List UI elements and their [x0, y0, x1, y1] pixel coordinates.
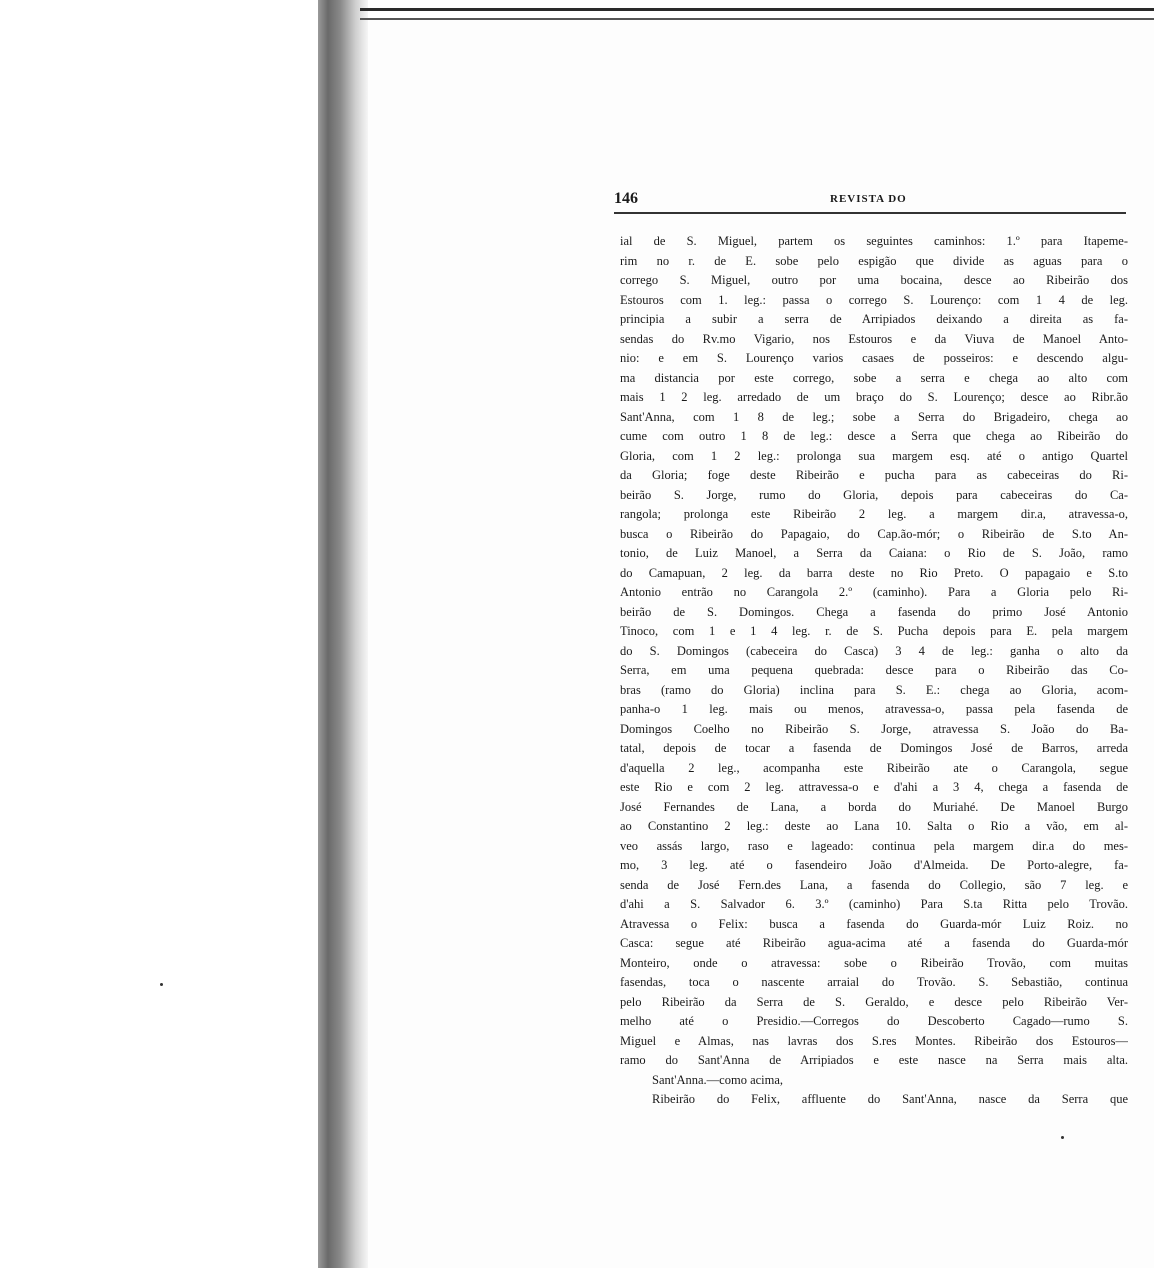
text-line: beirão S. Jorge, rumo do Gloria, depois para cabeceiras do Ca- — [620, 487, 1128, 502]
header-rule — [614, 212, 1126, 214]
text-line: Ribeirão do Felix, affluente do Sant'Anna, nasce da Serra que — [652, 1092, 1128, 1106]
text-line: da Gloria; foge deste Ribeirão e pucha para as cabeceiras do Ri- — [620, 468, 1128, 482]
text-line: mo, 3 leg. até o fasendeiro João d'Almeida. De Porto-alegre, fa- — [620, 858, 1128, 872]
text-line: ao Constantino 2 leg.: deste ao Lana 10. Salta o Rio a vão, em al- — [620, 819, 1128, 833]
text-line: senda de José Fern.des Lana, a fasenda do Collegio, são 7 leg. e — [620, 877, 1128, 892]
text-line: Gloria, com 1 2 leg.: prolonga sua margem esq. até o antigo Quartel — [620, 448, 1128, 463]
text-line: Atravessa o Felix: busca a fasenda do Guarda-mór Luiz Roiz. no — [620, 916, 1128, 931]
text-line: corrego S. Miguel, outro por uma bocaina, desce ao Ribeirão dos — [620, 273, 1128, 287]
text-line: ramo do Sant'Anna de Arripiados e este nasce na Serra mais alta. — [620, 1053, 1128, 1067]
text-line: principia a subir a serra de Arripiados deixando a direita as fa- — [620, 312, 1128, 326]
text-line: busca o Ribeirão do Papagaio, do Cap.ão-mór; o Ribeirão de S.to An- — [620, 526, 1128, 541]
text-line: Casca: segue até Ribeirão agua-acima até a fasenda do Guarda-mór — [620, 936, 1128, 950]
text-line: pelo Ribeirão da Serra de S. Geraldo, e desce pelo Ribeirão Ver- — [620, 994, 1128, 1009]
running-title: REVISTA DO — [830, 193, 907, 205]
text-line: Miguel e Almas, nas lavras dos S.res Montes. Ribeirão dos Estouros— — [620, 1033, 1128, 1048]
text-line: este Rio e com 2 leg. attravessa-o e d'ahi a 3 4, chega a fasenda de — [620, 780, 1128, 794]
ink-speck — [1061, 1136, 1064, 1139]
text-line: do S. Domingos (cabeceira do Casca) 3 4 de leg.: ganha o alto da — [620, 643, 1128, 658]
text-line: sendas do Rv.mo Vigario, nos Estouros e da Viuva de Manoel Anto- — [620, 331, 1128, 346]
text-line: Sant'Anna.—como acima, — [652, 1072, 784, 1087]
text-line: José Fernandes de Lana, a borda do Muriahé. De Manoel Burgo — [620, 799, 1128, 814]
text-line: panha-o 1 leg. mais ou menos, atravessa-o, passa pela fasenda de — [620, 702, 1128, 716]
book-gutter — [318, 0, 368, 1268]
text-line: Serra, em uma pequena quebrada: desce para o Ribeirão das Co- — [620, 663, 1128, 677]
text-line: tatal, depois de tocar a fasenda de Domingos José de Barros, arreda — [620, 741, 1128, 755]
top-edge-rule — [360, 8, 1154, 11]
text-line: rim no r. de E. sobe pelo espigão que divide as aguas para o — [620, 253, 1128, 268]
text-line: Domingos Coelho no Ribeirão S. Jorge, atravessa S. João do Ba- — [620, 721, 1128, 736]
left-page — [0, 0, 318, 1268]
text-line: tonio, de Luiz Manoel, a Serra da Caiana: o Rio de S. João, ramo — [620, 546, 1128, 560]
text-line: mais 1 2 leg. arredado de um braço do S. Lourenço; desce ao Ribr.ão — [620, 390, 1128, 404]
text-line: Monteiro, onde o atravessa: sobe o Ribeirão Trovão, com muitas — [620, 955, 1128, 970]
text-line: bras (ramo do Gloria) inclina para S. E.: chega ao Gloria, acom- — [620, 682, 1128, 697]
page-number: 146 — [614, 190, 638, 207]
text-line: rangola; prolonga este Ribeirão 2 leg. a margem dir.a, atravessa-o, — [620, 507, 1128, 521]
text-line: d'aquella 2 leg., acompanha este Ribeirão ate o Carangola, segue — [620, 760, 1128, 775]
page-header — [614, 190, 1126, 212]
text-line: d'ahi a S. Salvador 6. 3.º (caminho) Para S.ta Ritta pelo Trovão. — [620, 897, 1128, 911]
text-line: veo assás largo, raso e lageado: continua pela margem dir.a do mes- — [620, 838, 1128, 853]
text-line: melho até o Presidio.—Corregos do Descoberto Cagado—rumo S. — [620, 1014, 1128, 1028]
text-line: ial de S. Miguel, partem os seguintes caminhos: 1.º para Itapeme- — [620, 234, 1128, 248]
text-line: beirão de S. Domingos. Chega a fasenda do primo José Antonio — [620, 604, 1128, 619]
text-line: fasendas, toca o nascente arraial do Trovão. S. Sebastião, continua — [620, 975, 1128, 989]
body-text — [620, 232, 1128, 1110]
text-line: do Camapuan, 2 leg. da barra deste no Rio Preto. O papagaio e S.to — [620, 565, 1128, 580]
text-line: Antonio entrão no Carangola 2.º (caminho). Para a Gloria pelo Ri- — [620, 585, 1128, 599]
text-line: cume com outro 1 8 de leg.: desce a Serra que chega ao Ribeirão do — [620, 429, 1128, 443]
text-line: Sant'Anna, com 1 8 de leg.; sobe a Serra do Brigadeiro, chega ao — [620, 409, 1128, 424]
text-line: ma distancia por este corrego, sobe a serra e chega ao alto com — [620, 370, 1128, 385]
text-line: nio: e em S. Lourenço varios casaes de posseiros: e descendo algu- — [620, 351, 1128, 365]
text-line: Tinoco, com 1 e 1 4 leg. r. de S. Pucha depois para E. pela margem — [620, 624, 1128, 638]
ink-speck — [160, 983, 163, 986]
text-line: Estouros com 1. leg.: passa o corrego S. Lourenço: com 1 4 de leg. — [620, 292, 1128, 307]
